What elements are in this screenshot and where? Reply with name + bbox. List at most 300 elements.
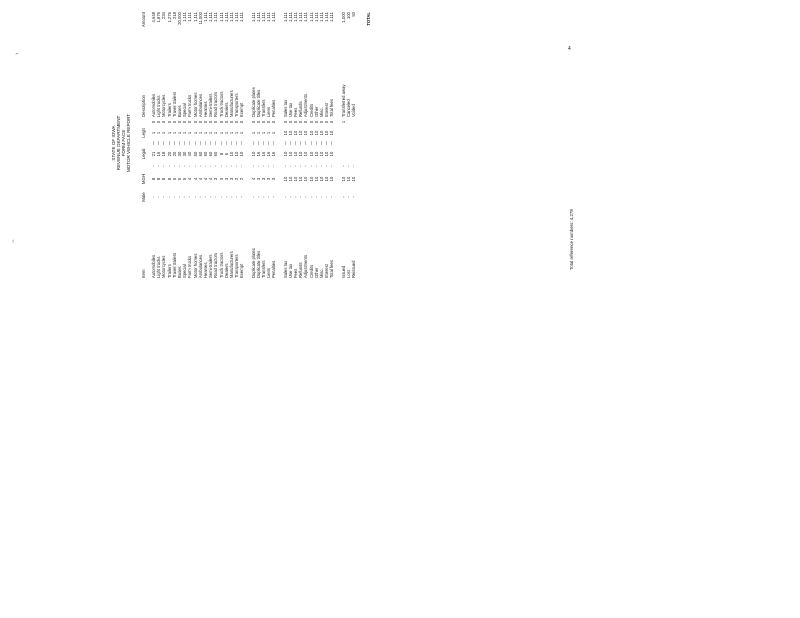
cell-sep: - [177,165,182,167]
cell-item: Other [313,267,319,278]
cell-legal: 60 [208,151,214,157]
cell-bar: — [287,140,293,146]
cell-item: Trailers [166,264,172,278]
cell-num: 0 [329,120,335,124]
cell-mgh: 8 [166,177,172,181]
cell-item: Interest [324,264,330,278]
cell-desc: Ambulances [197,93,203,117]
cell-amt: 4,648 [151,12,156,23]
cell-mgh: 10 [282,176,288,182]
cell-legit: 10 [287,130,293,136]
cell-bar: — [282,140,288,146]
cell-legal: 10 [319,151,324,157]
cell-item: Misc. [319,268,324,278]
cell-num: 0 [197,120,203,124]
cell-mgh: 4 [208,177,214,181]
cell-desc: Transfers [261,99,266,117]
cell-bar: — [324,140,330,146]
cell-mgh: 8 [156,177,162,181]
cell-legal: 10 [308,151,314,157]
cell-amt: 1,111 [313,12,319,22]
cell-male: - [271,196,277,198]
cell-bar: — [223,140,229,146]
cell-num: 0 [229,120,234,124]
cell-mgh: 3 [261,177,266,181]
cell-amt: 1,111 [282,12,288,22]
cell-bar: — [239,140,245,146]
cell-mgh: 3 [229,177,234,181]
cell-desc: Voided [351,104,356,117]
cell-item: Duplicate titles [255,250,261,278]
cell-male: - [218,196,224,198]
cell-num: 1 [340,120,346,124]
cell-amt: 1,111 [250,12,256,22]
cell-mgh: 10 [319,176,324,182]
cell-male: - [255,196,261,198]
cell-sep: - [319,165,324,167]
cell-legal: 18 [161,151,167,157]
cell-mgh: 10 [329,176,335,182]
cell-sep: - [250,165,256,167]
cell-amt: 1,111 [255,12,261,22]
cell-desc: Motorcycles [161,94,167,117]
cell-num: 0 [250,120,256,124]
cell-legal: 40 [187,151,193,157]
cell-item: Buses [177,266,182,278]
cell-mgh: 3 [271,177,277,181]
cell-desc: Buses [177,105,182,117]
cell-item: Transporters [234,254,240,278]
cell-amt: 1,111 [192,12,198,22]
cell-amt: 1,111 [223,12,229,22]
cell-mgh: 4 [203,177,208,181]
cell-num: 0 [282,120,288,124]
cell-mgh: 10 [351,176,356,182]
cell-male: - [308,196,314,198]
cell-num: 0 [308,120,314,124]
cell-sep: - [308,165,314,167]
cell-desc: Duplicate plates [250,87,256,117]
cell-legit: 1 [223,131,229,135]
cell-desc: Travel trailers [171,91,177,117]
cell-amt: 1,111 [218,12,224,22]
cell-legit: 1 [156,131,162,135]
col-male: Male [141,192,146,202]
cell-sep: - [192,165,198,167]
cell-legal: 16 [261,151,266,157]
cell-male: - [166,196,172,198]
col-mgh: MGH [141,173,146,185]
cell-bar: — [298,140,304,146]
cell-mgh: 10 [287,176,293,182]
report-header [112,8,132,278]
cell-legit: 10 [308,130,314,136]
rotated-report-table [112,8,532,278]
cell-num: 0 [287,120,293,124]
cell-amt: 1,111 [329,12,335,22]
cell-item: Transfers [261,260,266,278]
cell-amt: 1,111 [293,12,298,22]
cell-sep: - [161,165,167,167]
cell-bar: — [313,140,319,146]
cell-item: Refunds [298,262,304,278]
cell-male: - [187,196,193,198]
cell-bar: — [266,140,272,146]
cell-desc: Other [313,106,319,117]
table-row [352,8,357,278]
cell-num: 0 [161,120,167,124]
total-label: TOTAL [366,12,372,26]
cell-sep: - [151,165,156,167]
cell-male: - [266,196,272,198]
cell-num: 0 [303,120,309,124]
cell-legit: 10 [329,130,335,136]
cell-mgh: 2 [234,177,240,181]
cell-mgh: 5 [177,177,182,181]
cell-male: - [213,196,219,198]
cell-male: - [208,196,214,198]
cell-bar: — [229,140,234,146]
column-headers [142,8,148,278]
table-row [272,8,277,278]
cell-item: Total fees [329,260,335,278]
cell-male: - [234,196,240,198]
cell-item: Automobiles [151,254,156,278]
cell-num: 0 [239,120,245,124]
cell-legit: 1 [208,131,214,135]
cell-amt: 1,111 [271,12,277,22]
cell-bar: — [151,140,156,146]
cell-desc: Liens [266,106,272,117]
cell-legal: 16 [266,151,272,157]
cell-sep: - [187,165,193,167]
cell-legit: 1 [229,131,234,135]
cell-legal: 10 [234,151,240,157]
cell-mgh: 2 [239,177,245,181]
cell-mgh: 10 [313,176,319,182]
header-line-2: REVENUE DEPARTMENT [116,115,121,171]
cell-amt: 1,111 [266,12,272,22]
cell-amt: 11,000 [197,12,203,25]
cell-num: 0 [177,120,182,124]
cell-male: - [287,196,293,198]
cell-amt: 1,111 [324,12,330,22]
cell-num: 0 [266,120,272,124]
cell-bar: — [171,140,177,146]
cell-legit: 1 [239,131,245,135]
cell-bar: — [208,140,214,146]
cell-legit: 1 [271,131,277,135]
cell-bar: — [182,140,188,146]
cell-mgh: 3 [223,177,229,181]
cell-num: 0 [203,120,208,124]
cell-legit: 10 [298,130,304,136]
cell-desc: Total fees [329,99,335,117]
cell-amt: 234 [161,12,167,19]
cell-sep: - [255,165,261,167]
cell-male: - [156,196,162,198]
cell-sep: - [166,165,172,167]
cell-amt: 1,876 [156,12,162,23]
cell-legal: 60 [197,151,203,157]
cell-desc: Trailers [166,103,172,117]
cell-num: 0 [171,120,177,124]
cell-desc: Interest [324,103,330,117]
cell-male: - [250,196,256,198]
cell-legal: 50 [192,151,198,157]
cell-male: - [329,196,335,198]
cell-male: - [161,196,167,198]
cell-mgh: 5 [171,177,177,181]
cell-item: Motor homes [192,253,198,278]
cell-sep: - [261,165,266,167]
cell-sep: - [340,165,346,167]
cell-item: Special [182,264,188,278]
cell-bar: — [261,140,266,146]
cell-item: Truck tractors [218,252,224,278]
cell-male: - [313,196,319,198]
cell-male: - [324,196,330,198]
cell-sep: - [223,165,229,167]
cell-bar: — [234,140,240,146]
cell-legit: 1 [250,131,256,135]
cell-mgh: 4 [192,177,198,181]
cell-sep: - [203,165,208,167]
cell-amt: 1,111 [298,12,304,22]
cell-num: 0 [208,120,214,124]
header-line-4: MOTOR VEHICLE REPORT [126,113,131,173]
cell-bar: — [319,140,324,146]
cell-amt: 1,111 [213,12,219,22]
cell-legal: 16 [255,151,261,157]
cell-male: - [177,196,182,198]
table-row [330,8,335,278]
cell-num: 0 [156,120,162,124]
cell-amt: 1,111 [303,12,309,22]
cell-mgh: 4 [187,177,193,181]
cell-amt: 1,276 [166,12,172,23]
cell-amt: 1,111 [319,12,324,22]
cell-item: Road tractors [213,252,219,278]
cell-legit: 10 [303,130,309,136]
cell-mgh: 10 [298,176,304,182]
cell-legal: 10 [329,151,335,157]
cell-item: Issued [340,265,346,278]
cell-sep: - [287,165,293,167]
cell-bar: — [192,140,198,146]
cell-male: - [345,196,351,198]
cell-legit: 10 [313,130,319,136]
cell-amt: 1,111 [203,12,208,22]
cell-legal: 10 [303,151,309,157]
cell-sep: - [182,165,188,167]
cell-male: - [319,196,324,198]
cell-legit: 1 [266,131,272,135]
left-margin-arrow: ‹ [12,238,15,245]
cell-sep: - [213,165,219,167]
cell-item: Manufacturers [229,251,234,278]
cell-bar: — [303,140,309,146]
cell-legal: 10 [282,151,288,157]
cell-legal: 6 [223,152,229,156]
cell-legal: 10 [324,151,330,157]
cell-legal: 20 [166,151,172,157]
cell-male: - [303,196,309,198]
cell-male: - [182,196,188,198]
col-legal: Legal [141,148,146,160]
cell-mgh: 3 [266,177,272,181]
cell-legal: 10 [298,151,304,157]
cell-amt: 1,111 [187,12,193,22]
cell-desc: Motor homes [192,92,198,117]
cell-item: Exempt [239,263,245,278]
cell-legit: 1 [203,131,208,135]
cell-legal: 10 [250,151,256,157]
cell-amt: 1,111 [239,12,245,22]
cell-desc: Use tax [287,102,293,117]
footnote-wrap [570,210,580,270]
cell-item: Hearses [203,262,208,278]
cell-desc: Credits [308,103,314,117]
cell-amt: 1,111 [234,12,240,22]
cell-desc: Canceled [345,99,351,117]
cell-mgh: 8 [161,177,167,181]
cell-sep: - [239,165,245,167]
cell-male: - [203,196,208,198]
cell-item: Travel trailers [171,252,177,278]
cell-legit: 1 [187,131,193,135]
cell-male: - [192,196,198,198]
cell-num: 0 [271,120,277,124]
header-line-1: STATE OF IOWA [111,125,116,161]
cell-sep: - [293,165,298,167]
cell-legal: 30 [177,151,182,157]
cell-male: - [171,196,177,198]
cell-legit: 1 [166,131,172,135]
col-legit: Legit [141,128,146,138]
cell-sep: - [229,165,234,167]
cell-male: - [151,196,156,198]
cell-legal: 16 [271,151,277,157]
cell-legit: 1 [234,131,240,135]
cell-bar: — [250,140,256,146]
cell-num: 0 [187,120,193,124]
cell-item: Use tax [287,263,293,278]
cell-mgh: 4 [250,177,256,181]
cell-item: Dealers [223,263,229,278]
cell-desc: Fees [293,107,298,117]
cell-bar: — [329,140,335,146]
cell-num: 0 [293,120,298,124]
cell-male: - [229,196,234,198]
cell-desc: Transferred away [340,84,346,117]
cell-sep: - [303,165,309,167]
cell-amt: 50 [351,12,356,17]
cell-item: Duplicate plates [250,248,256,278]
cell-item: Light trucks [156,256,162,278]
cell-mgh: 4 [197,177,203,181]
cell-male: - [293,196,298,198]
cell-sep: - [208,165,214,167]
col-item: Item [141,269,146,278]
cell-sep: - [271,165,277,167]
cell-sep: - [218,165,224,167]
cell-desc: Penalties [271,99,277,117]
cell-legit: 10 [282,130,288,136]
cell-legit: 1 [182,131,188,135]
cell-desc: Adjustments [303,93,309,117]
cell-legit: 1 [213,131,219,135]
cell-num: 0 [182,120,188,124]
cell-item: Liens [266,267,272,278]
cell-desc: Transporters [234,93,240,117]
cell-item: Reissued [351,260,356,278]
cell-num: 0 [151,120,156,124]
cell-num: 0 [324,120,330,124]
cell-sep: - [329,165,335,167]
cell-mgh: 10 [308,176,314,182]
cell-legal: 10 [239,151,245,157]
cell-amt: 20,000 [177,12,182,25]
cell-mgh: 5 [182,177,188,181]
cell-male: - [298,196,304,198]
cell-legal: 21 [151,151,156,157]
cell-male: - [351,196,356,198]
cell-item: Fees [293,268,298,278]
cell-desc: Duplicate titles [255,89,261,117]
cell-mgh: 10 [340,176,346,182]
cell-sep: - [324,165,330,167]
cell-legit: 1 [261,131,266,135]
cell-num: 0 [313,120,319,124]
col-description: Description [141,95,146,117]
cell-legit: 10 [324,130,330,136]
cell-bar: — [218,140,224,146]
cell-amt: 100 [345,12,351,19]
cell-male: - [197,196,203,198]
cell-legit: 1 [255,131,261,135]
cell-sep: - [298,165,304,167]
cell-num: 0 [166,120,172,124]
cell-mgh: 8 [151,177,156,181]
cell-bar: — [308,140,314,146]
cell-legal: 10 [293,151,298,157]
cell-male: - [261,196,266,198]
cell-desc: Refunds [298,101,304,117]
left-margin-mark: ⌃ [14,53,20,60]
cell-desc: Automobiles [151,93,156,117]
cell-num: 0 [234,120,240,124]
cell-legit: 1 [218,131,224,135]
cell-legit: 1 [197,131,203,135]
cell-male: - [223,196,229,198]
cell-amt: 1,000 [340,12,346,23]
cell-item: Penalties [271,260,277,278]
cell-legit: 1 [161,131,167,135]
cell-sep: - [197,165,203,167]
page-number: 4 [568,46,571,52]
cell-sep: - [156,165,162,167]
cell-item: Adjustments [303,254,309,278]
cell-bar: — [255,140,261,146]
cell-item: Ambulances [197,254,203,278]
cell-amt: 1,111 [261,12,266,22]
cell-sep: - [313,165,319,167]
cell-item: Semi-trailers [208,254,214,278]
cell-legal: 60 [203,151,208,157]
cell-sep: - [345,165,351,167]
cell-legal: 60 [213,151,219,157]
